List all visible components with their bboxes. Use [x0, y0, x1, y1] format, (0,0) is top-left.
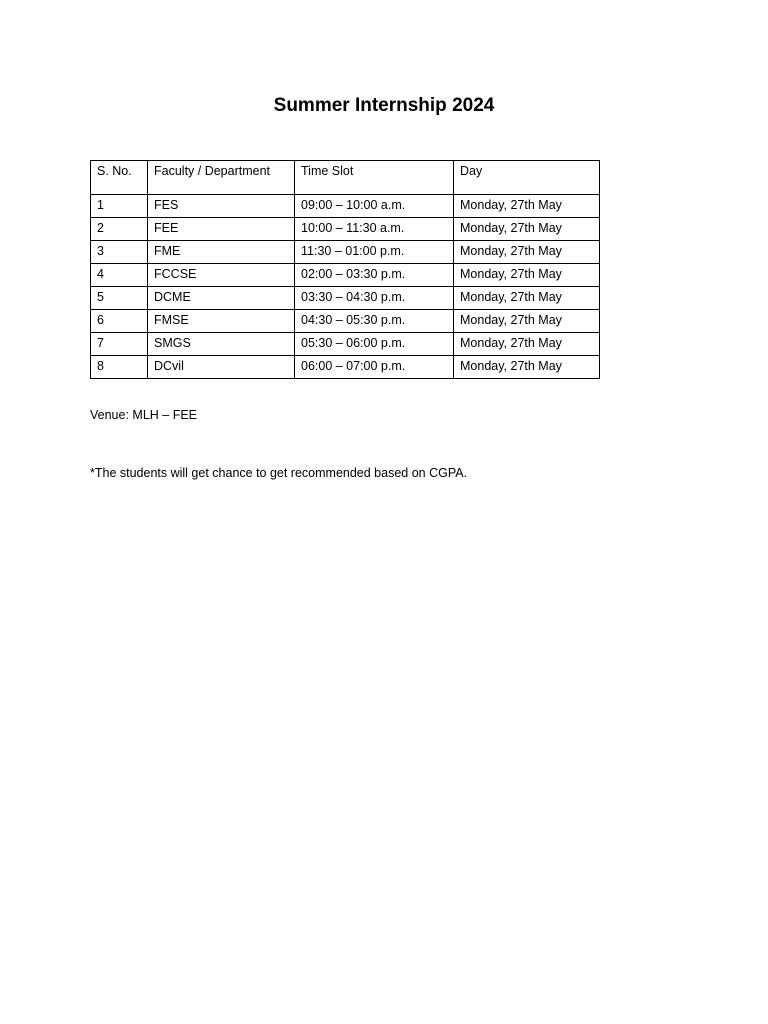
cell-serial-number: 5 — [91, 287, 148, 310]
cell-time-slot: 06:00 – 07:00 p.m. — [295, 356, 454, 379]
table-row — [91, 356, 600, 379]
cell-serial-number: 2 — [91, 218, 148, 241]
cell-serial-number: 1 — [91, 195, 148, 218]
cell-day: Monday, 27th May — [454, 356, 600, 379]
cell-faculty-department: SMGS — [148, 333, 295, 356]
cell-time-slot: 04:30 – 05:30 p.m. — [295, 310, 454, 333]
cell-day: Monday, 27th May — [454, 195, 600, 218]
header-faculty-department: Faculty / Department — [148, 161, 295, 195]
table-row — [91, 287, 600, 310]
header-time-slot: Time Slot — [295, 161, 454, 195]
page-title: Summer Internship 2024 — [273, 95, 495, 116]
cell-faculty-department: FME — [148, 241, 295, 264]
cell-faculty-department: FCCSE — [148, 264, 295, 287]
cell-time-slot: 11:30 – 01:00 p.m. — [295, 241, 454, 264]
cell-time-slot: 05:30 – 06:00 p.m. — [295, 333, 454, 356]
table-row — [91, 241, 600, 264]
cell-time-slot: 10:00 – 11:30 a.m. — [295, 218, 454, 241]
header-serial-number: S. No. — [91, 161, 148, 195]
cell-faculty-department: DCvil — [148, 356, 295, 379]
cell-time-slot: 02:00 – 03:30 p.m. — [295, 264, 454, 287]
cell-serial-number: 7 — [91, 333, 148, 356]
internship-schedule-table — [90, 160, 600, 379]
cell-serial-number: 4 — [91, 264, 148, 287]
cell-day: Monday, 27th May — [454, 333, 600, 356]
cell-day: Monday, 27th May — [454, 218, 600, 241]
cell-faculty-department: FES — [148, 195, 295, 218]
table-row — [91, 310, 600, 333]
table-row — [91, 264, 600, 287]
table-row — [91, 218, 600, 241]
cell-serial-number: 6 — [91, 310, 148, 333]
cell-serial-number: 8 — [91, 356, 148, 379]
cell-day: Monday, 27th May — [454, 264, 600, 287]
table-header-row — [91, 161, 600, 195]
table-row — [91, 195, 600, 218]
cell-day: Monday, 27th May — [454, 310, 600, 333]
cgpa-note: *The students will get chance to get recommended based on CGPA. — [90, 466, 468, 480]
table-row — [91, 333, 600, 356]
cell-day: Monday, 27th May — [454, 287, 600, 310]
cell-faculty-department: FMSE — [148, 310, 295, 333]
venue-text: Venue: MLH – FEE — [90, 408, 198, 422]
cell-faculty-department: DCME — [148, 287, 295, 310]
cell-faculty-department: FEE — [148, 218, 295, 241]
cell-serial-number: 3 — [91, 241, 148, 264]
cell-day: Monday, 27th May — [454, 241, 600, 264]
header-day: Day — [454, 161, 600, 195]
cell-time-slot: 03:30 – 04:30 p.m. — [295, 287, 454, 310]
cell-time-slot: 09:00 – 10:00 a.m. — [295, 195, 454, 218]
